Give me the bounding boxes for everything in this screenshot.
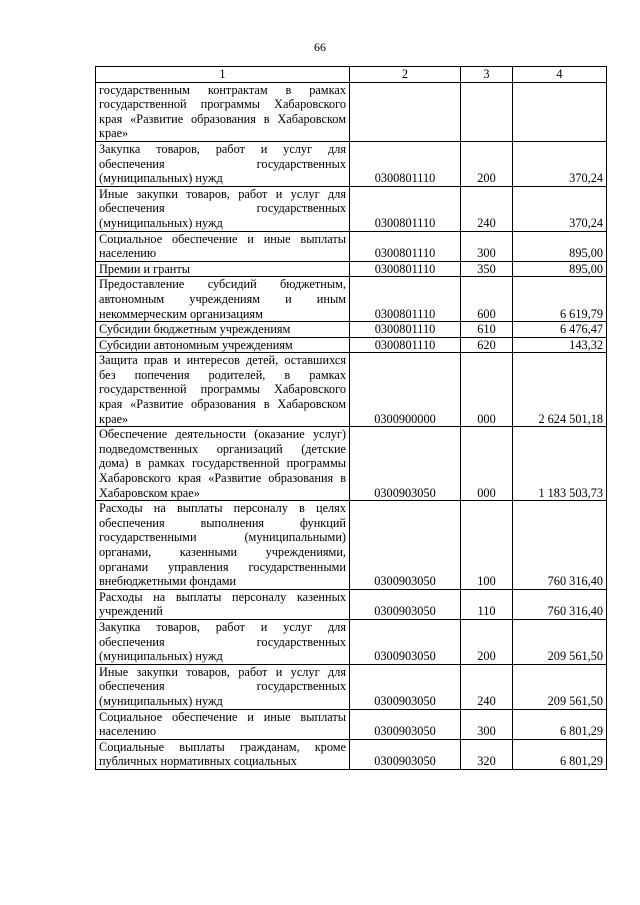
table-row [96,82,607,141]
row-name-cell: Закупка товаров, работ и услуг для обеспечения государственных (муниципальных) нужд [96,141,350,186]
row-amount-cell: 209 561,50 [513,664,607,709]
row-name-cell: Предоставление субсидий бюджетным, автономным учреждениям и иным некоммерческим организациям [96,277,350,322]
row-name-cell: Расходы на выплаты персоналу казенных учреждений [96,589,350,619]
row-code-cell: 0300903050 [350,709,461,739]
row-code-cell [350,82,461,141]
table-row [96,141,607,186]
header-row [96,67,607,83]
header-col-1: 1 [96,67,350,83]
row-amount-cell: 6 801,29 [513,709,607,739]
row-code-cell: 0300801110 [350,277,461,322]
table-row [96,664,607,709]
row-type-cell: 610 [461,322,513,338]
table-row [96,261,607,277]
row-code-cell: 0300801110 [350,141,461,186]
row-code-cell: 0300903050 [350,619,461,664]
row-amount-cell: 760 316,40 [513,501,607,590]
header-col-3: 3 [461,67,513,83]
row-type-cell: 200 [461,141,513,186]
row-amount-cell: 895,00 [513,231,607,261]
row-code-cell: 0300903050 [350,664,461,709]
row-type-cell: 600 [461,277,513,322]
table-row [96,739,607,769]
row-name-cell: государственным контрактам в рамках государственной программы Хабаровского края «Развитие образования в Хабаровском крае» [96,82,350,141]
row-amount-cell: 6 801,29 [513,739,607,769]
row-type-cell: 000 [461,427,513,501]
row-code-cell: 0300801110 [350,337,461,353]
table-row [96,501,607,590]
row-name-cell: Иные закупки товаров, работ и услуг для обеспечения государственных (муниципальных) нужд [96,664,350,709]
table-row [96,337,607,353]
row-name-cell: Иные закупки товаров, работ и услуг для обеспечения государственных (муниципальных) нужд [96,186,350,231]
row-code-cell: 0300903050 [350,427,461,501]
row-amount-cell: 2 624 501,18 [513,353,607,427]
table-row [96,231,607,261]
row-type-cell [461,82,513,141]
table-row [96,709,607,739]
row-amount-cell: 6 619,79 [513,277,607,322]
row-name-cell: Обеспечение деятельности (оказание услуг) подведомственных организаций (детские дома) в рамках государственной программы Хабаровского края «Развитие образования в Хабаровском крае» [96,427,350,501]
table-row [96,427,607,501]
row-amount-cell: 370,24 [513,186,607,231]
header-col-2: 2 [350,67,461,83]
row-type-cell: 100 [461,501,513,590]
row-type-cell: 300 [461,231,513,261]
row-name-cell: Социальное обеспечение и иные выплаты населению [96,709,350,739]
row-code-cell: 0300900000 [350,353,461,427]
table-row [96,589,607,619]
budget-table [95,66,607,770]
row-code-cell: 0300801110 [350,261,461,277]
table-row [96,186,607,231]
row-name-cell: Защита прав и интересов детей, оставшихся без попечения родителей, в рамках государственной программы Хабаровского края «Развитие образования в Хабаровском крае» [96,353,350,427]
table-row [96,353,607,427]
row-amount-cell: 209 561,50 [513,619,607,664]
row-type-cell: 620 [461,337,513,353]
row-type-cell: 240 [461,664,513,709]
table-row [96,277,607,322]
row-type-cell: 350 [461,261,513,277]
row-amount-cell: 143,32 [513,337,607,353]
row-amount-cell: 6 476,47 [513,322,607,338]
row-code-cell: 0300801110 [350,186,461,231]
row-type-cell: 200 [461,619,513,664]
row-code-cell: 0300903050 [350,589,461,619]
row-amount-cell: 1 183 503,73 [513,427,607,501]
row-code-cell: 0300801110 [350,322,461,338]
row-name-cell: Премии и гранты [96,261,350,277]
row-name-cell: Социальное обеспечение и иные выплаты населению [96,231,350,261]
row-name-cell: Расходы на выплаты персоналу в целях обеспечения выполнения функций государственными (муниципальными) органами, казенными учреждениями, органами управления государственными внебюджетными фондами [96,501,350,590]
row-code-cell: 0300903050 [350,739,461,769]
row-code-cell: 0300903050 [350,501,461,590]
table-row [96,322,607,338]
row-amount-cell [513,82,607,141]
row-name-cell: Субсидии бюджетным учреждениям [96,322,350,338]
row-type-cell: 300 [461,709,513,739]
row-name-cell: Закупка товаров, работ и услуг для обеспечения государственных (муниципальных) нужд [96,619,350,664]
row-type-cell: 000 [461,353,513,427]
row-type-cell: 240 [461,186,513,231]
row-type-cell: 110 [461,589,513,619]
row-code-cell: 0300801110 [350,231,461,261]
header-col-4: 4 [513,67,607,83]
page-number: 66 [314,40,326,54]
row-name-cell: Субсидии автономным учреждениям [96,337,350,353]
row-amount-cell: 895,00 [513,261,607,277]
row-amount-cell: 760 316,40 [513,589,607,619]
row-name-cell: Социальные выплаты гражданам, кроме публичных нормативных социальных [96,739,350,769]
table-row [96,619,607,664]
row-amount-cell: 370,24 [513,141,607,186]
row-type-cell: 320 [461,739,513,769]
table-body [96,82,607,769]
